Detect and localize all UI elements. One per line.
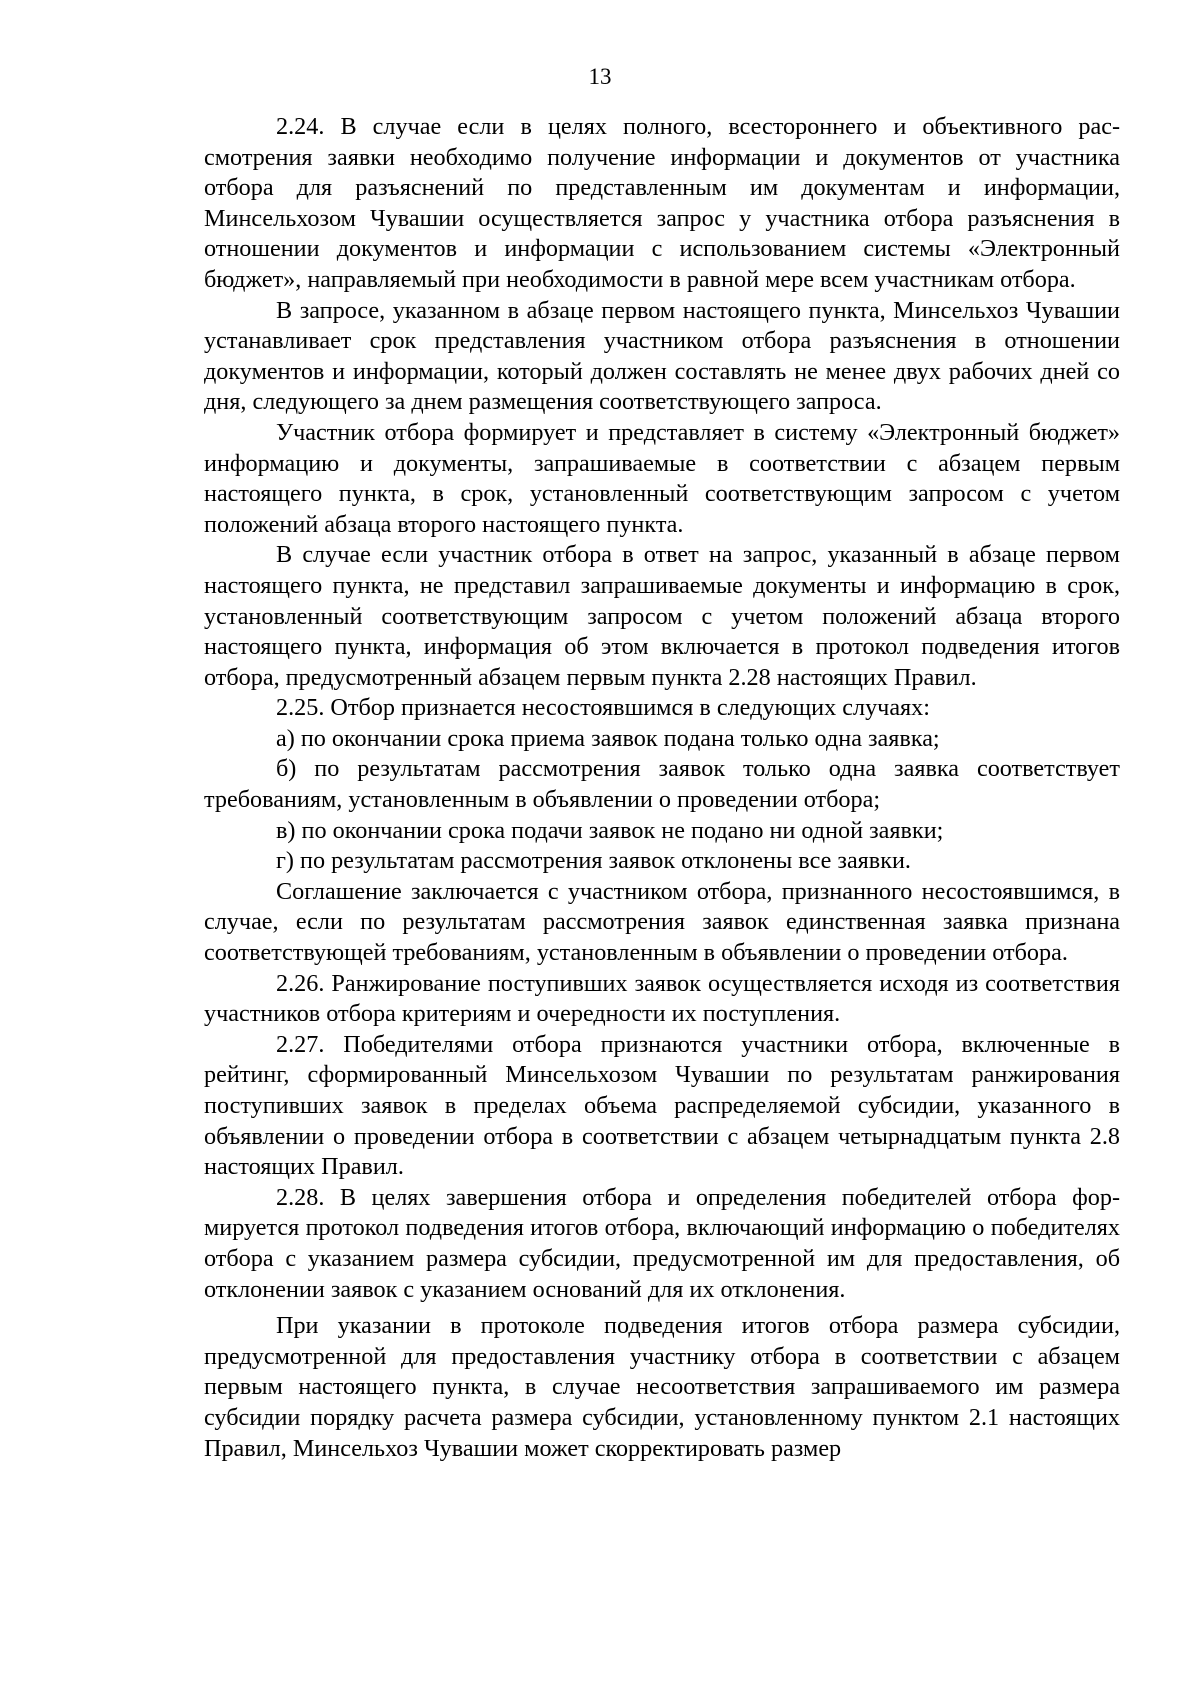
paragraph-request-deadline: В запросе, указанном в абзаце первом настоящего пункта, Минсельхоз Чувашии устанавливает срок представления участником отбора разъяснения в отношении документов и информации, который должен составлять не менее двух рабочих дней со дня, следующего за днем размещения соответствующего запроса. (204, 296, 1120, 416)
paragraph-agreement: Соглашение заключается с участником отбора, признанного несостоявшимся, в случае, если по результатам рассмотрения заявок единственная заявка признана соответствующей требованиям, установленным в объявлении о проведении отбора. (204, 877, 1120, 967)
list-item-v: в) по окончании срока подачи заявок не подано ни одной заявки; (276, 816, 944, 844)
paragraph-2-25: 2.25. Отбор признается несостоявшимся в следующих случаях: (276, 694, 930, 722)
paragraph-non-submission: В случае если участник отбора в ответ на запрос, указанный в абзаце первом настоящего пункта, не представил запрашиваемые документы и информацию в срок, установленный соответствующим запросом с учетом положений абзаца второго настоящего пункта, информация об этом включается в протокол подведения итогов отбора, предусмотренный абзацем первым пункта 2.28 настоящих Правил. (204, 541, 1120, 691)
paragraph-participant-submission: Участник отбора формирует и представляет в систему «Электронный бюджет» информацию и документы, запрашиваемые в соответствии с абзацем первым настоящего пункта, в срок, установленный соответствующим запросом с учетом положений абзаца второго настоящего пункта. (204, 418, 1120, 538)
paragraph-2-28: 2.28. В целях завершения отбора и определения победителей отбора формируется протокол подведения итогов отбора, включающий информацию о победителях отбора с указанием размера субсидии, предусмотренной им для предоставления, об отклонении заявок с указанием оснований для их отклонения. (204, 1183, 1120, 1303)
list-item-b: б) по результатам рассмотрения заявок только одна заявка соответствует требованиям, установленным в объявлении о проведении отбора; (204, 755, 1120, 814)
document-body (204, 112, 1120, 1464)
paragraph-2-24: 2.24. В случае если в целях полного, всестороннего и объективного рассмотрения заявки необходимо получение информации и документов от участника отбора для разъяснений по представленным им документам и информации, Минсельхозом Чувашии осуществляется запрос у участника отбора разъяснения в отношении документов и информации с использованием системы «Электронный бюджет», направляемый при необходимости в равной мере всем участникам отбора. (204, 113, 1120, 293)
list-item-g: г) по результатам рассмотрения заявок отклонены все заявки. (276, 847, 911, 875)
paragraph-2-27: 2.27. Победителями отбора признаются участники отбора, включенные в рейтинг, сформированный Минсельхозом Чувашии по результатам ранжирования поступивших заявок в пределах объема распределяемой субсидии, указанного в объявлении о проведении отбора в соответствии с абзацем четырнадцатым пункта 2.8 настоящих Правил. (204, 1030, 1120, 1181)
list-item-a: а) по окончании срока приема заявок подана только одна заявка; (276, 724, 940, 752)
paragraph-subsidy-adjustment: При указании в протоколе подведения итогов отбора размера субсидии, предусмотренной для предоставления участнику отбора в соответствии с абзацем первым настоящего пункта, в случае несоответствия запрашиваемого им размера субсидии порядку расчета размера субсидии, установленному пунктом 2.1 настоящих Правил, Минсельхоз Чувашии может скорректировать размер (204, 1312, 1120, 1462)
page-number: 13 (588, 64, 612, 89)
paragraph-2-26: 2.26. Ранжирование поступивших заявок осуществляется исходя из соответствия участников отбора критериям и очередности их поступления. (204, 969, 1120, 1028)
